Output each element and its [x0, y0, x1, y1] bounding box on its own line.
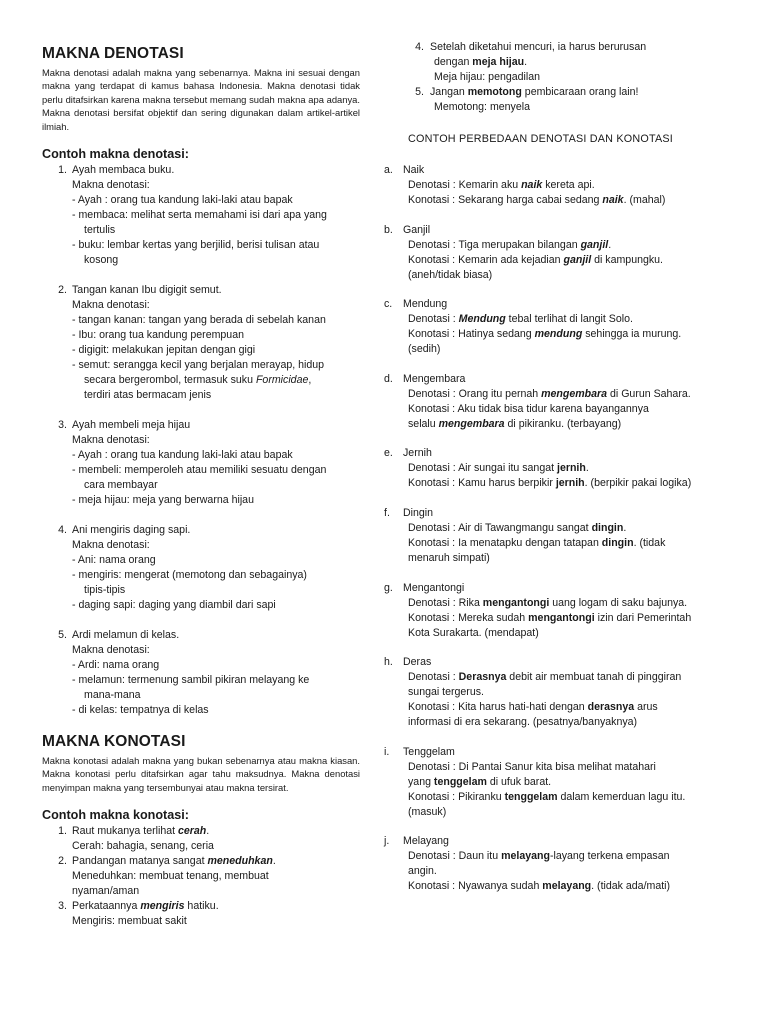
comparison-heading: CONTOH PERBEDAAN DENOTASI DAN KONOTASI [408, 133, 673, 145]
denotasi-line: Denotasi : Tiga merupakan bilangan ganjil. [408, 238, 612, 251]
konotasi-line: Konotasi : Aku tidak bisa tidur karena bayangannya [408, 402, 649, 415]
konotasi-line-cont: selalu mengembara di pikiranku. (terbayang) [408, 417, 622, 430]
konotasi-title: MAKNA KONOTASI [42, 733, 186, 751]
konotasi-line-cont: Kota Surakarta. (mendapat) [408, 626, 539, 639]
denotasi-line: Denotasi : Daun itu melayang-layang terkena empasan [408, 850, 670, 863]
comparison-item-dingin [384, 506, 734, 566]
comparison-item-mengembara [384, 372, 734, 432]
denotasi-line-cont: angin. [408, 865, 437, 878]
comparison-item-heading: h. Deras [384, 656, 432, 669]
konotasi-example-2: 2. Pandangan matanya sangat meneduhkan. Meneduhkan: membuat tenang, membuat nyaman/aman [58, 855, 276, 898]
comparison-item-heading: c. Mendung [384, 298, 448, 311]
comparison-item-heading: f. Dingin [384, 506, 434, 519]
comparison-item-jernih [384, 446, 734, 491]
comparison-item-heading: b. Ganjil [384, 223, 431, 236]
konotasi-line-cont: (aneh/tidak biasa) [408, 268, 493, 281]
denotasi-line: Denotasi : Mendung tebal terlihat di langit Solo. [408, 313, 633, 326]
comparison-item-heading: i. Tenggelam [384, 745, 455, 758]
denotasi-line: Denotasi : Derasnya debit air membuat tanah di pinggiran [408, 671, 682, 684]
denotasi-intro: Makna denotasi adalah makna yang sebenarnya. Makna ini sesuai dengan makna yang terdapat di kamus bahasa Indonesia. Makna denotasi tidak perlu ditafsirkan karena makna tersebut memang sudah makna apa adanya. Makna denotasi bersifat objektif dan sering digunakan dalam artikel-artikel ilmiah. [42, 67, 360, 132]
konotasi-line: Konotasi : Nyawanya sudah melayang. (tidak ada/mati) [408, 880, 671, 893]
denotasi-line: Denotasi : Orang itu pernah mengembara di Gurun Sahara. [408, 387, 691, 400]
left-column [42, 44, 360, 929]
comparison-item-ganjil [384, 223, 734, 283]
denotasi-example-2: 2. Tangan kanan Ibu digigit semut. Makna denotasi: - tangan kanan: tangan yang berada di sebelah kanan - Ibu: orang tua kandung perempuan - digigit: melakukan jepitan dengan gigi - semut: serangga kecil yang berjalan merayap, hidup secara bergerombol, termasuk suku Formicidae, terdiri atas bermacam jenis [58, 284, 326, 402]
denotasi-example-1: 1. Ayah membaca buku. Makna denotasi: - Ayah : orang tua kandung laki-laki atau bapak - membaca: melihat serta memahami isi dari apa yang tertulis - buku: lembar kertas yang berjilid, berisi tulisan atau kosong [58, 164, 327, 267]
konotasi-intro: Makna konotasi adalah makna yang bukan sebenarnya atau makna kiasan. Makna konotasi perlu ditafsirkan agar tahu maksudnya. Makna denotasi menyimpan makna yang tersembunyai atau makna tersirat. [42, 755, 360, 793]
konotasi-example-5: 5. Jangan memotong pembicaraan orang lain! Memotong: menyela [415, 86, 639, 113]
konotasi-contoh-heading: Contoh makna konotasi: [42, 808, 189, 823]
konotasi-example-3: 3. Perkataannya mengiris hatiku. Mengiris: membuat sakit [58, 900, 219, 928]
denotasi-contoh-heading: Contoh makna denotasi: [42, 147, 189, 162]
denotasi-line-cont: yang tenggelam di ufuk barat. [408, 775, 552, 788]
konotasi-line-cont: (masuk) [408, 805, 447, 818]
konotasi-line-cont: informasi di era sekarang. (pesatnya/banyaknya) [408, 716, 638, 729]
konotasi-line: Konotasi : Pikiranku tenggelam dalam kemerduan lagu itu. [408, 790, 686, 803]
konotasi-line-cont: (sedih) [408, 343, 441, 356]
denotasi-line: Denotasi : Kemarin aku naik kereta api. [408, 179, 595, 191]
konotasi-line: Konotasi : Kemarin ada kejadian ganjil di kampungku. [408, 253, 664, 266]
konotasi-line: Konotasi : Ia menatapku dengan tatapan dingin. (tidak [408, 536, 666, 549]
denotasi-example-4: 4. Ani mengiris daging sapi. Makna denotasi: - Ani: nama orang - mengiris: mengerat (memotong dan sebagainya) tipis-tipis - daging sapi: daging yang diambil dari sapi [58, 524, 307, 612]
comparison-item-mendung [384, 297, 734, 357]
konotasi-line: Konotasi : Kita harus hati-hati dengan derasnya arus [408, 701, 658, 714]
comparison-list [384, 163, 734, 894]
denotasi-line: Denotasi : Air di Tawangmangu sangat dingin. [408, 521, 627, 534]
comparison-item-tenggelam [384, 745, 734, 820]
comparison-item-heading: e. Jernih [384, 447, 432, 460]
konotasi-line: Konotasi : Hatinya sedang mendung sehingga ia murung. [408, 328, 682, 341]
comparison-item-heading: j. Melayang [384, 835, 449, 848]
comparison-item-naik [384, 163, 734, 208]
denotasi-line: Denotasi : Air sungai itu sangat jernih. [408, 462, 589, 475]
comparison-item-deras [384, 655, 734, 730]
denotasi-example-3: 3. Ayah membeli meja hijau Makna denotasi: - Ayah : orang tua kandung laki-laki atau bapak - membeli: memperoleh atau memiliki sesuatu dengan cara membayar - meja hijau: meja yang berwarna hijau [58, 419, 327, 507]
denotasi-line: Denotasi : Rika mengantongi uang logam di saku bajunya. [408, 596, 688, 609]
konotasi-example-1: 1. Raut mukanya terlihat cerah. Cerah: bahagia, senang, ceria [58, 825, 214, 853]
comparison-item-melayang [384, 834, 734, 894]
denotasi-title: MAKNA DENOTASI [42, 45, 184, 62]
konotasi-line-cont: menaruh simpati) [408, 551, 490, 564]
denotasi-line-cont: sungai tergerus. [408, 686, 484, 699]
right-column [384, 40, 734, 894]
konotasi-line: Konotasi : Mereka sudah mengantongi izin dari Pemerintah [408, 611, 692, 624]
denotasi-example-5: 5. Ardi melamun di kelas. Makna denotasi: - Ardi: nama orang - melamun: termenung sambil pikiran melayang ke mana-mana - di kelas: tempatnya di kelas [58, 629, 310, 717]
comparison-item-heading: a. Naik [384, 164, 425, 176]
comparison-item-mengantongi [384, 581, 734, 641]
comparison-item-heading: g. Mengantongi [384, 581, 465, 594]
konotasi-line: Konotasi : Sekarang harga cabai sedang naik. (mahal) [408, 194, 666, 206]
konotasi-example-4: 4. Setelah diketahui mencuri, ia harus berurusan dengan meja hijau. Meja hijau: pengadilan [415, 41, 647, 83]
comparison-item-heading: d. Mengembara [384, 372, 466, 385]
konotasi-line: Konotasi : Kamu harus berpikir jernih. (berpikir pakai logika) [408, 477, 692, 490]
denotasi-line: Denotasi : Di Pantai Sanur kita bisa melihat matahari [408, 760, 656, 773]
